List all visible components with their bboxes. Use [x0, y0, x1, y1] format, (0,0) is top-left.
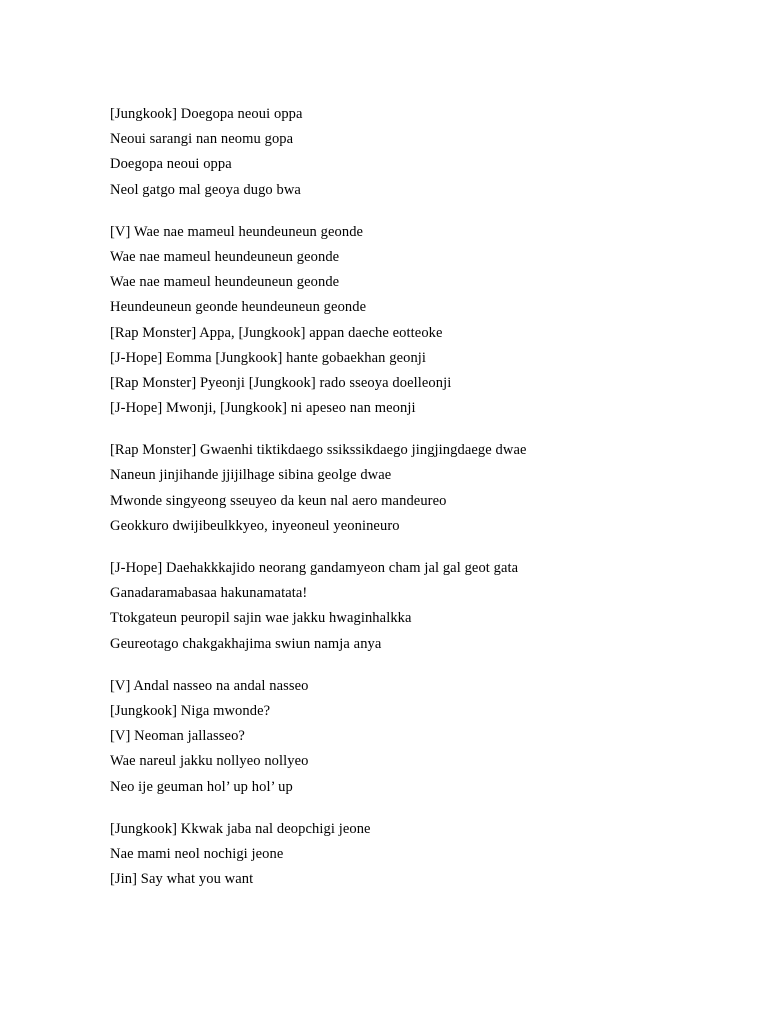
stanza-3 — [110, 438, 730, 539]
lyric-line: [Jungkook] Kkwak jaba nal deopchigi jeone — [110, 820, 371, 837]
lyric-line: [Rap Monster] Pyeonji [Jungkook] rado sseoya doelleonji — [110, 374, 452, 391]
lyric-line: Neoui sarangi nan neomu gopa — [110, 131, 294, 148]
lyric-line: [Rap Monster] Gwaenhi tiktikdaego ssikssikdaego jingjingdaege dwae — [110, 442, 527, 459]
lyric-line: Wae nae mameul heundeuneun geonde — [110, 274, 340, 291]
lyric-line: Wae nae mameul heundeuneun geonde — [110, 248, 340, 265]
lyric-line: Heundeuneun geonde heundeuneun geonde — [110, 299, 367, 316]
lyric-line: Neol gatgo mal geoya dugo bwa — [110, 181, 301, 198]
stanza-2 — [110, 220, 730, 422]
lyric-line: Ttokgateun peuropil sajin wae jakku hwaginhalkka — [110, 610, 412, 627]
stanza-1 — [110, 102, 730, 203]
stanza-4 — [110, 556, 730, 657]
lyric-line: Geokkuro dwijibeulkkyeo, inyeoneul yeonineuro — [110, 517, 400, 534]
lyric-line: [J-Hope] Eomma [Jungkook] hante gobaekhan geonji — [110, 349, 427, 366]
lyric-line: Wae nareul jakku nollyeo nollyeo — [110, 753, 309, 770]
lyric-line: [Jungkook] Doegopa neoui oppa — [110, 106, 303, 122]
stanza-6 — [110, 817, 730, 893]
lyric-line: [V] Wae nae mameul heundeuneun geonde — [110, 223, 364, 240]
lyric-line: Naneun jinjihande jjijilhage sibina geolge dwae — [110, 467, 392, 484]
stanza-5 — [110, 674, 730, 800]
lyric-line: [Jin] Say what you want — [110, 871, 254, 888]
lyric-line: Mwonde singyeong sseuyeo da keun nal aero mandeureo — [110, 492, 447, 509]
lyric-line: Geureotago chakgakhajima swiun namja anya — [110, 635, 382, 652]
lyric-line: Nae mami neol nochigi jeone — [110, 845, 284, 862]
lyric-line: [Rap Monster] Appa, [Jungkook] appan daeche eotteoke — [110, 324, 443, 341]
lyric-line: [J-Hope] Mwonji, [Jungkook] ni apeseo nan meonji — [110, 400, 416, 417]
lyric-line: [J-Hope] Daehakkkajido neorang gandamyeon cham jal gal geot gata — [110, 560, 519, 576]
lyric-line: [V] Andal nasseo na andal nasseo — [110, 677, 309, 694]
lyric-line: [V] Neoman jallasseo? — [110, 728, 245, 745]
lyric-line: Ganadaramabasaa hakunamatata! — [110, 585, 308, 602]
lyric-line: [Jungkook] Niga mwonde? — [110, 702, 271, 719]
lyric-line: Neo ije geuman hol’ up hol’ up — [110, 778, 293, 795]
lyric-line: Doegopa neoui oppa — [110, 156, 232, 173]
lyrics-body — [110, 102, 730, 909]
